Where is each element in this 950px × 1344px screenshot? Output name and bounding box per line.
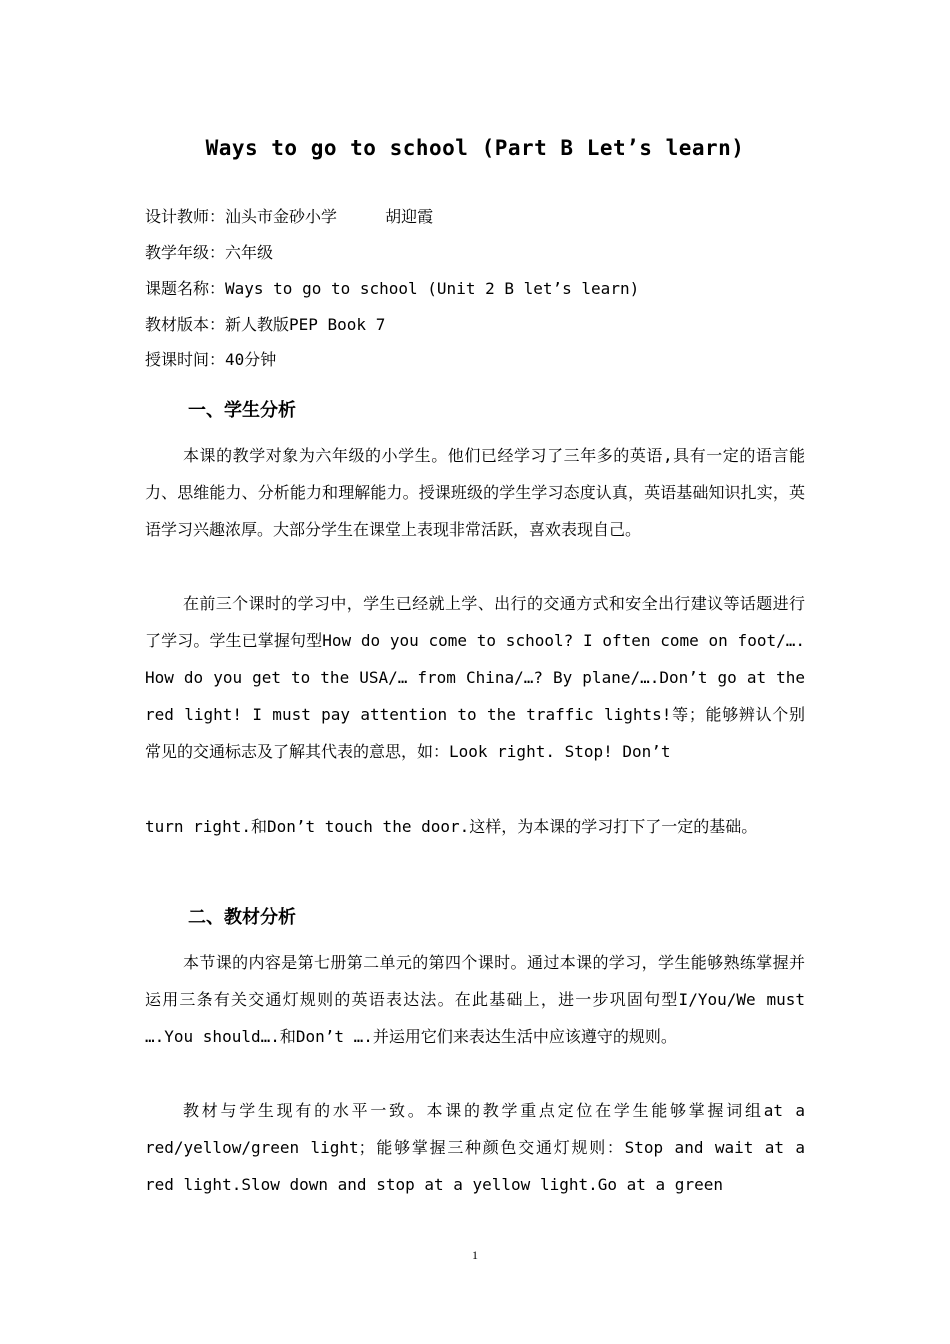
paragraph: turn right.和Don’t touch the door.这样，为本课的学习打下了一定的基础。 [145,817,758,836]
paragraph: 本节课的内容是第七册第二单元的第四个课时。通过本课的学习，学生能够熟练掌握并运用三条有关交通灯规则的英语表达法。在此基础上，进一步巩固句型I/You/We must ….You should….和Don’t ….并运用它们来表达生活中应该遵守的规则。 [145,953,805,1046]
document-title: Ways to go to school (Part B Let’s learn) [205,136,745,160]
section-heading-student-analysis: 一、学生分析 [188,400,296,421]
section-heading-material-analysis: 二、教材分析 [188,907,296,928]
paragraph: 本课的教学对象为六年级的小学生。他们已经学习了三年多的英语,具有一定的语言能力、思维能力、分析能力和理解能力。授课班级的学生学习态度认真，英语基础知识扎实，英语学习兴趣浓厚。大部分学生在课堂上表现非常活跃，喜欢表现自己。 [145,446,805,539]
paragraph: 教材与学生现有的水平一致。本课的教学重点定位在学生能够掌握词组at a red/yellow/green light；能够掌握三种颜色交通灯规则：Stop and wait at a red light.Slow down and stop at a yellow light.Go at a green [145,1101,805,1194]
meta-edition: 教材版本：新人教版PEP Book 7 [145,315,386,334]
meta-topic: 课题名称：Ways to go to school (Unit 2 B let’s learn) [145,279,640,298]
page-number: 1 [472,1248,478,1262]
meta-teacher: 设计教师：汕头市金砂小学 胡迎霞 [145,207,434,226]
meta-duration: 授课时间：40分钟 [145,350,277,369]
meta-grade: 教学年级：六年级 [145,243,274,262]
paragraph: 在前三个课时的学习中，学生已经就上学、出行的交通方式和安全出行建议等话题进行了学习。学生已掌握句型How do you come to school? I often come on foot/…. How do you get to the USA/… from China/…? By plane/….Don’t go at the red light! I must pay attention to the traffic lights!等；能够辨认个别常见的交通标志及了解其代表的意思，如：Look right. Stop! Don’t [145,594,805,761]
